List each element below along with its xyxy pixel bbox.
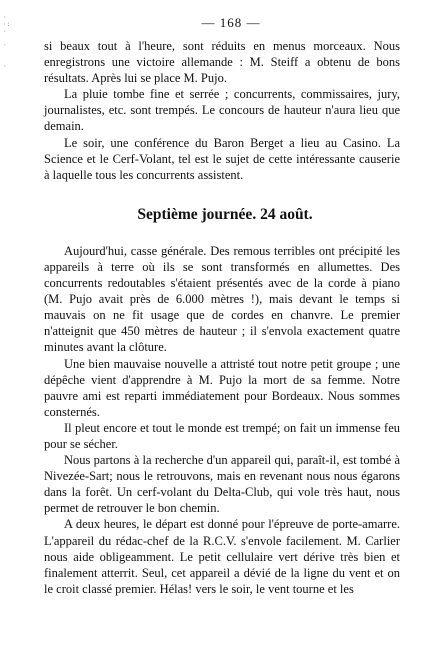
section-heading: Septième journée. 24 août. bbox=[137, 205, 313, 223]
paragraph-search: Nous partons à la recherche d'un appareil qui, paraît-il, est tombé à Nivezée-Sart; nous le retrouvons, mais en revenant nous nous égarons dans la forêt. Un cerf-volant du Delta-Club, qui vole très haut, nous permet de retrouver le bon chemin. bbox=[44, 453, 400, 516]
paragraph-rain: La pluie tombe fine et serrée ; concurrents, commissaires, jury, journalistes, etc. sont trempés. Le concours de hauteur n'aura lieu que demain. bbox=[44, 87, 400, 134]
paragraph-bad-news: Une bien mauvaise nouvelle a attristé tout notre petit groupe ; une dépêche vient d'apprendre à M. Pujo la mort de sa femme. Notre pauvre ami est reparti immédiatement pour Bordeaux. Nous sommes consternés. bbox=[44, 356, 400, 419]
book-page bbox=[44, 14, 400, 597]
paragraph-continuation: si beaux tout à l'heure, sont réduits en menus morceaux. Nous enregistrons une victoire allemande : M. Steiff a obtenu de bons résultats. Après lui se place M. Pujo. bbox=[44, 39, 400, 86]
paragraph-general-crash: Aujourd'hui, casse générale. Des remous terribles ont précipité les appareils à terre où ils se sont transformés en allumettes. Des concurrents redoutables s'étaient présentés avec de la corde à piano (M. Pujo avait près de 6.000 mètres !), mais devant le temps si mauvais on ne fit usage que de cordes en chanvre. Le premier n'atteignit que 450 mètres de hauteur ; il s'envola exactement quatre minutes avant la clôture. bbox=[44, 243, 400, 355]
paragraph-rain-again: Il pleut encore et tout le monde est trempé; on fait un immense feu pour se sécher. bbox=[44, 420, 400, 451]
paragraph-conference: Le soir, une conférence du Baron Berget a lieu au Casino. La Science et le Cerf-Volant, tel est le sujet de cette intéressante causerie à laquelle tous les concurrents assistent. bbox=[44, 135, 400, 182]
page-number: — 168 — bbox=[201, 15, 261, 30]
margin-speckles: · ·: · · · bbox=[3, 14, 11, 70]
paragraph-porte-amarre: A deux heures, le départ est donné pour l'épreuve de porte-amarre. L'appareil du rédac-chef de la R.C.V. s'envole facilement. M. Carlier nous aide obligeamment. Le petit cellulaire vert dérive très bien et finalement atterrit. Seul, cet appareil a dévié de la ligne du vent et on le croit classé premier. Hélas! vers le soir, le vent tourne et les bbox=[44, 517, 400, 596]
